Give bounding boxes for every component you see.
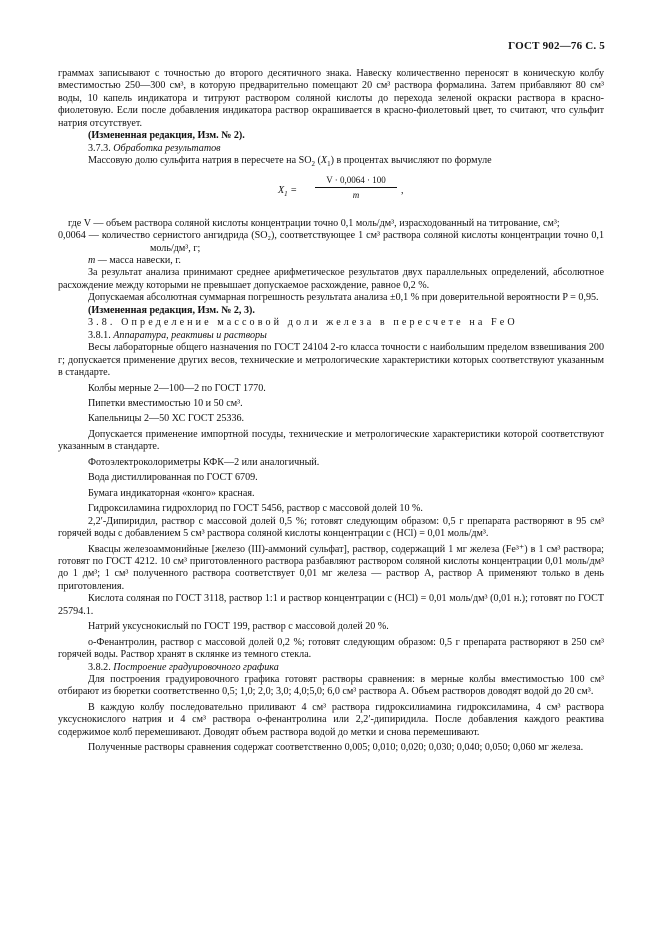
formula-numerator: V · 0,0064 · 100 <box>315 174 397 188</box>
list-item: Колбы мерные 2—100—2 по ГОСТ 1770. <box>88 382 266 394</box>
paragraph: Весы лабораторные общего назначения по ГОСТ 24104 2-го класса точности с наибольшим пределом взвешивания 200 г; допускается применение других весов, технические и метрологические характеристики которых соответствуют указанным в стандарте. <box>58 342 604 379</box>
list-item: Фотоэлектроколориметры КФК—2 или аналогичный. <box>88 456 320 468</box>
paragraph: Полученные растворы сравнения содержат соответственно 0,005; 0,010; 0,020; 0,030; 0,040; 0,050; 0,060 мг железа. <box>88 742 584 754</box>
definition-v: где V — объем раствора соляной кислоты концентрации точно 0,1 моль/дм³, израсходованный на титрование, см³; <box>68 217 560 229</box>
document-body <box>58 38 604 755</box>
definition-coef: 0,0064 — количество сернистого ангидрида (SO₂), соответствующее 1 см³ раствора соляной кислоты концентрации точно 0,1 моль/дм³, г; <box>58 230 605 254</box>
paragraph: Допускаемая абсолютная суммарная погрешность результата анализа ±0,1 % при доверительной вероятности P = 0,95. <box>88 292 599 304</box>
list-item: Бумага индикаторная «конго» красная. <box>88 487 255 499</box>
paragraph: Массовую долю сульфита натрия в пересчете на $SO_2$ $(X_1)$ в процентах вычисляют по формуле <box>88 155 492 169</box>
section-heading-3-8: 3.8. Определение массовой доли железа в пересчете на FeO <box>88 317 518 329</box>
list-item: Капельницы 2—50 ХС ГОСТ 25336. <box>88 413 245 425</box>
revision-note: (Измененная редакция, Изм. № 2, 3). <box>88 304 255 316</box>
paragraph: 2,2′-Дипиридил, раствор с массовой долей 0,5 %; готовят следующим образом: 0,5 г препарата растворяют в 95 см³ горячей воды с добавлением 5 см³ раствора соляной кислоты концентрации c (HCl) = 0,01 моль/дм³. <box>58 515 604 540</box>
paragraph: Допускается применение импортной посуды, технические и метрологические характеристики которой соответствуют указанным в стандарте. <box>58 428 604 453</box>
paragraph: В каждую колбу последовательно приливают 4 см³ раствора гидроксилиамина гидроксиламина, 4 см³ раствора уксуснокислого натрия и 4 см³ раствора о-фенантролина или 2,2′-дипиридила. После добавления каждого реактива содержимое колб перемешивают. Доводят объем раствора водой до метки и снова перемешивают. <box>58 701 604 738</box>
paragraph: Кислота соляная по ГОСТ 3118, раствор 1:1 и раствор концентрации c (HCl) = 0,01 моль/дм³ (0,01 н.); готовят по ГОСТ 25794.1. <box>58 593 604 617</box>
paragraph: Квасцы железоаммонийные [железо (III)-аммоний сульфат], раствор, содержащий 1 мг железа (Fe³⁺) в 1 см³ раствора; готовят по ГОСТ 4212. 10 см³ приготовленного раствора разбавляют раствором соляной кислоты концентрации 0,01 моль/дм³ до 1 дм³; 1 см³ полученного раствора соответствует 0,01 мг железа — раствор А, раствор А применяют только в день приготовления. <box>58 543 604 592</box>
formula-comma: , <box>401 184 404 196</box>
paragraph: о-Фенантролин, раствор с массовой долей 0,2 %; готовят следующим образом: 0,5 г препарата растворяют в 250 см³ горячей воды. Раствор хранят в склянке из темного стекла. <box>58 636 604 661</box>
definition-m: m — масса навески, г. <box>88 254 181 266</box>
formula-denominator: m <box>352 190 360 201</box>
section-heading-3-7-3: 3.7.3. Обработка результатов <box>88 142 221 154</box>
section-heading-3-8-1: 3.8.1. Аппаратура, реактивы и растворы <box>88 329 267 341</box>
list-item: Натрий уксуснокислый по ГОСТ 199, раствор с массовой долей 20 %. <box>88 621 389 633</box>
revision-note: (Измененная редакция, Изм. № 2). <box>88 130 245 142</box>
paragraph: Для построения градуировочного графика готовят растворы сравнения: в мерные колбы вместимостью 100 см³ отбирают из бюретки соответственно 0,5; 1,0; 2,0; 3,0; 4,0;5,0; 6,0 см³ раствора А. Объем растворов доводят водой до 20 см³. <box>58 674 604 698</box>
page-header: ГОСТ 902—76 С. 5 <box>508 40 605 52</box>
list-item: Гидроксиламина гидрохлорид по ГОСТ 5456, раствор с массовой долей 10 %. <box>88 503 423 515</box>
formula-fraction <box>315 174 397 202</box>
definition-list <box>58 218 604 268</box>
formula-lhs: X <box>278 184 285 196</box>
formula: $X_1$ = $\frac{V \cdot 0,0064 \cdot 100}{m}$ , <box>278 174 404 201</box>
list-item: Вода дистиллированная по ГОСТ 6709. <box>88 472 258 484</box>
paragraph: граммах записывают с точностью до второго десятичного знака. Навеску количественно переносят в коническую колбу вместимостью 250—300 см³, в которую предварительно помещают 20 см³ раствора формалина. Затем прибавляют 80 см³ воды, 10 капель индикатора и титруют раствором соляной кислоты до перехода зеленой окраски раствора в красно-фиолетовую. Если после добавления индикатора раствор окрашивается в красно-фиолетовый цвет, то считают, что сульфит натрия отсутствует. <box>58 68 604 129</box>
list-item: Пипетки вместимостью 10 и 50 см³. <box>88 397 243 409</box>
section-heading-3-8-2: 3.8.2. Построение градуировочного графика <box>88 661 279 673</box>
paragraph: За результат анализа принимают среднее арифметическое результатов двух параллельных определений, абсолютное расхождение между которыми не превышает допускаемое расхождение, равное 0,2 %. <box>58 267 604 291</box>
